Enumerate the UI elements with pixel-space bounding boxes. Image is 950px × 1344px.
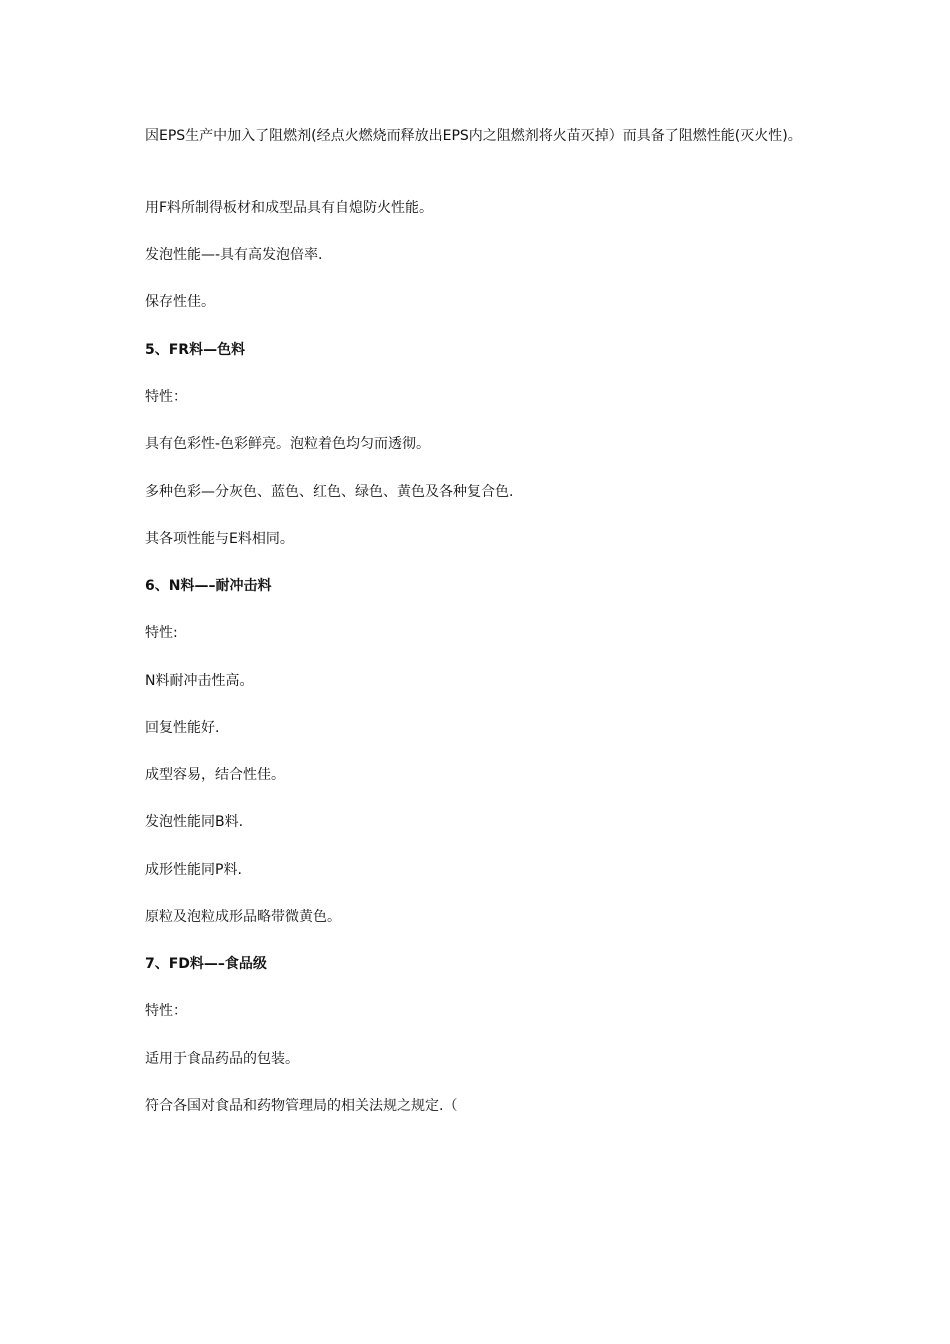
paragraph-foaming: 发泡性能—-具有高发泡倍率. — [145, 247, 323, 263]
paragraph-color-bright: 具有色彩性-色彩鲜亮。泡粒着色均匀而透彻。 — [145, 436, 431, 452]
section-heading-fd: 7、FD料—–食品级 — [145, 956, 267, 972]
paragraph-regulations: 符合各国对食品和药物管理局的相关法规之规定.（ — [145, 1098, 458, 1114]
paragraph-properties-label: 特性： — [145, 1003, 187, 1019]
paragraph-properties-label: 特性: — [145, 625, 178, 641]
paragraph-yellowish: 原粒及泡粒成形品略带微黄色。 — [145, 909, 341, 925]
paragraph-foaming-b: 发泡性能同B料. — [145, 814, 244, 830]
paragraph-properties-label: 特性： — [145, 389, 187, 405]
paragraph-same-as-e: 其各项性能与E料相同。 — [145, 531, 294, 547]
paragraph-recovery: 回复性能好. — [145, 720, 220, 736]
section-heading-fr: 5、FR料—色料 — [145, 342, 246, 358]
paragraph-flame-retardant: 因EPS生产中加入了阻燃剂(经点火燃烧而释放出EPS内之阻燃剂将火苗灭掉）而具备了阻燃性能(灭火性)。 — [145, 128, 802, 144]
paragraph-impact: N料耐冲击性高。 — [145, 673, 254, 689]
section-heading-n: 6、N料—–耐冲击料 — [145, 578, 272, 594]
paragraph-molding: 成型容易，结合性佳。 — [145, 767, 285, 783]
paragraph-forming-p: 成形性能同P料. — [145, 862, 242, 878]
paragraph-food-packaging: 适用于食品药品的包装。 — [145, 1051, 299, 1067]
paragraph-self-extinguish: 用F料所制得板材和成型品具有自熄防火性能。 — [145, 200, 434, 216]
paragraph-storage: 保存性佳。 — [145, 294, 215, 310]
paragraph-color-variety: 多种色彩—分灰色、蓝色、红色、绿色、黄色及各种复合色. — [145, 484, 514, 500]
